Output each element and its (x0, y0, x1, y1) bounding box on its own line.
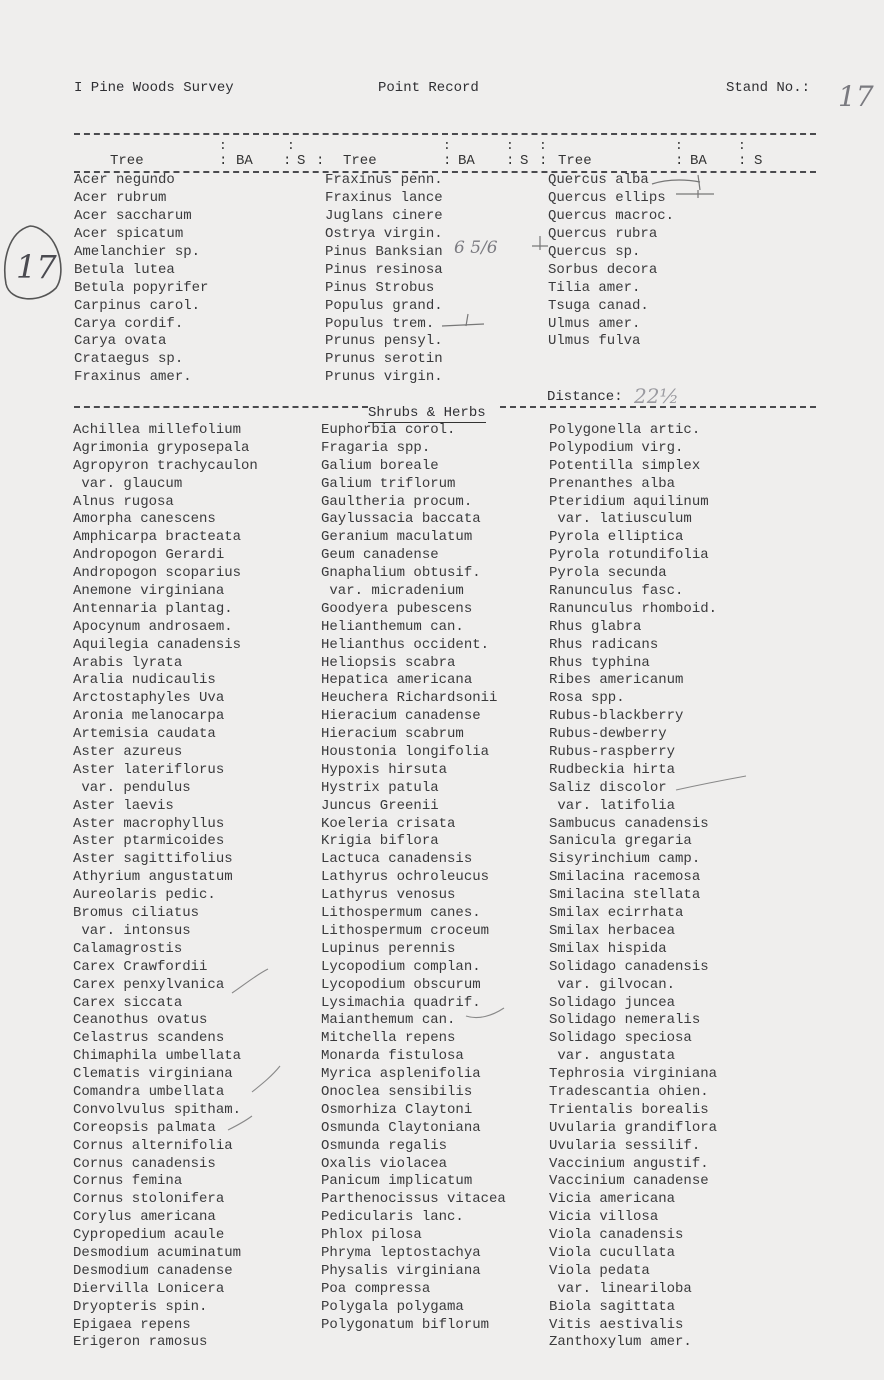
species-entry: var. latiusculum (549, 511, 692, 528)
species-entry: Aster azureus (73, 744, 183, 761)
species-entry: Acer rubrum (74, 189, 167, 206)
species-entry: Ranunculus fasc. (549, 583, 684, 600)
species-entry: Gaultheria procum. (321, 493, 473, 510)
distance-label: Distance: (547, 389, 623, 405)
species-entry: Betula popyrifer (74, 279, 209, 296)
col-header-ba-1: BA (236, 153, 253, 169)
species-entry: Onoclea sensibilis (321, 1083, 473, 1100)
species-entry: Panicum implicatum (321, 1173, 473, 1190)
colon-label: : (283, 153, 292, 169)
species-entry: Rubus-blackberry (549, 708, 684, 725)
species-entry: Lathyrus ochroleucus (321, 869, 490, 886)
species-entry: Carex siccata (73, 994, 183, 1011)
species-entry: Convolvulus spitham. (73, 1101, 242, 1118)
species-entry: Cornus stolonifera (73, 1191, 225, 1208)
col-header-ba-3: BA (690, 153, 707, 169)
species-entry: Lycopodium complan. (321, 958, 481, 975)
species-entry: Bromus ciliatus (73, 905, 200, 922)
species-entry: Uvularia grandiflora (549, 1119, 718, 1136)
tree-column-2 (325, 172, 443, 387)
species-entry: Corylus americana (73, 1209, 216, 1226)
species-entry: Clematis virginiana (73, 1066, 233, 1083)
species-entry: Oxalis violacea (321, 1155, 448, 1172)
species-entry: Goodyera pubescens (321, 600, 473, 617)
species-entry: Viola pedata (549, 1262, 650, 1279)
species-entry: Cornus alternifolia (73, 1137, 233, 1154)
species-entry: Prunus virgin. (325, 369, 443, 386)
species-entry: Ribes americanum (549, 672, 684, 689)
check-mark (674, 772, 754, 796)
species-entry: Amphicarpa bracteata (73, 529, 242, 546)
species-entry: Artemisia caudata (73, 726, 216, 743)
species-entry: Heliopsis scabra (321, 654, 456, 671)
shrub-column-3 (549, 422, 717, 1352)
species-entry: Prunus serotin (325, 351, 443, 368)
top-dashed-rule (74, 133, 816, 135)
species-entry: Sisyrinchium camp. (549, 851, 701, 868)
species-entry: Aralia nudicaulis (73, 672, 216, 689)
species-entry: Trientalis borealis (549, 1101, 709, 1118)
species-entry: Pteridium aquilinum (549, 493, 709, 510)
species-entry: Betula lutea (74, 261, 175, 278)
species-entry: Maianthemum can. (321, 1012, 456, 1029)
species-entry: Galium boreale (321, 457, 439, 474)
species-entry: Carya ovata (74, 333, 167, 350)
species-entry: Aster ptarmicoides (73, 833, 225, 850)
col-header-s-1: S (297, 153, 306, 169)
species-entry: Euphorbia corol. (321, 422, 456, 438)
species-entry: Lithospermum croceum (321, 922, 490, 939)
species-entry: Biola sagittata (549, 1298, 676, 1315)
species-entry: var. lineariloba (549, 1280, 692, 1297)
species-entry: Lathyrus venosus (321, 887, 456, 904)
species-entry: Rhus glabra (549, 618, 642, 635)
species-entry: Rhus typhina (549, 654, 650, 671)
species-entry: Pedicularis lanc. (321, 1209, 464, 1226)
species-entry: Ceanothus ovatus (73, 1012, 208, 1029)
species-entry: Polypodium virg. (549, 439, 684, 456)
distance-handwritten: 22½ (634, 384, 679, 408)
species-entry: Hepatica americana (321, 672, 473, 689)
species-entry: Phlox pilosa (321, 1227, 422, 1244)
species-entry: Crataegus sp. (74, 351, 184, 368)
species-entry: Vitis aestivalis (549, 1316, 684, 1333)
species-entry: Heuchera Richardsonii (321, 690, 498, 707)
species-entry: Cornus femina (73, 1173, 183, 1190)
species-entry: Polygala polygama (321, 1298, 464, 1315)
species-entry: Amorpha canescens (73, 511, 216, 528)
species-entry: Zanthoxylum amer. (549, 1334, 692, 1351)
species-entry: Mitchella repens (321, 1030, 456, 1047)
separator-colon: : (219, 138, 227, 153)
check-mark (464, 1002, 508, 1026)
margin-note-handwritten: 17 (16, 248, 57, 286)
species-entry: Helianthemum can. (321, 618, 464, 635)
check-mark (228, 965, 272, 1001)
species-entry: Aster sagittifolius (73, 851, 233, 868)
tally-mark (530, 234, 554, 254)
species-entry: Epigaea repens (73, 1316, 191, 1333)
species-entry: Quercus rubra (548, 225, 658, 242)
species-entry: Solidago speciosa (549, 1030, 692, 1047)
species-entry: Rudbeckia hirta (549, 761, 676, 778)
species-entry: var. glaucum (73, 475, 183, 492)
species-entry: Aster lateriflorus (73, 761, 225, 778)
species-entry: Diervilla Lonicera (73, 1280, 225, 1297)
species-entry: Sanicula gregaria (549, 833, 692, 850)
species-entry: Pyrola elliptica (549, 529, 684, 546)
species-entry: Tradescantia ohien. (549, 1083, 709, 1100)
shrubs-dashed-rule-right (500, 406, 816, 408)
species-entry: Calamagrostis (73, 940, 183, 957)
shrubs-dashed-rule-left (74, 406, 368, 408)
species-entry: Desmodium acuminatum (73, 1244, 242, 1261)
col-header-tree-1: Tree (110, 153, 144, 169)
species-entry: Smilacina racemosa (549, 869, 701, 886)
species-entry: Smilacina stellata (549, 887, 701, 904)
species-entry: Galium triflorum (321, 475, 456, 492)
colon-label: : (219, 153, 228, 169)
species-entry: Arctostaphyles Uva (73, 690, 225, 707)
species-entry: var. gilvocan. (549, 976, 676, 993)
col-header-tree-3: Tree (558, 153, 592, 169)
species-entry: Rubus-dewberry (549, 726, 667, 743)
species-entry: Saliz discolor (549, 779, 667, 796)
species-entry: Krigia biflora (321, 833, 439, 850)
species-entry: Celastrus scandens (73, 1030, 225, 1047)
species-entry: Osmunda Claytoniana (321, 1119, 481, 1136)
species-entry: Alnus rugosa (73, 493, 174, 510)
species-entry: Pinus Banksian (325, 243, 443, 260)
species-entry: var. latifolia (549, 797, 676, 814)
species-entry: Solidago canadensis (549, 958, 709, 975)
species-entry: Sorbus decora (548, 261, 658, 278)
pinus-banksiana-handwritten: 6 5/6 (454, 238, 498, 258)
separator-colon: : (675, 138, 683, 153)
stand-label: Stand No.: (726, 80, 811, 96)
species-entry: Vaccinium canadense (549, 1173, 709, 1190)
species-entry: Prenanthes alba (549, 475, 676, 492)
species-entry: Tsuga canad. (548, 297, 649, 314)
species-entry: Hystrix patula (321, 779, 439, 796)
species-entry: Potentilla simplex (549, 457, 701, 474)
species-entry: Aronia melanocarpa (73, 708, 225, 725)
shrub-column-2 (321, 422, 506, 1334)
colon-label: : (506, 153, 515, 169)
species-entry: Smilax herbacea (549, 922, 676, 939)
species-entry: Solidago juncea (549, 994, 676, 1011)
species-entry: Fraxinus amer. (74, 369, 192, 386)
species-entry: Pinus Strobus (325, 279, 435, 296)
species-entry: Dryopteris spin. (73, 1298, 208, 1315)
species-entry: Rosa spp. (549, 690, 625, 707)
species-entry: Uvularia sessilif. (549, 1137, 701, 1154)
species-entry: Pyrola secunda (549, 565, 667, 582)
species-entry: Osmorhiza Claytoni (321, 1101, 473, 1118)
species-entry: Carex penxylvanica (73, 976, 225, 993)
species-entry: Polygonatum biflorum (321, 1316, 490, 1333)
tally-marks (640, 172, 720, 212)
col-header-s-2: S (520, 153, 529, 169)
check-mark (248, 1062, 284, 1098)
species-entry: Erigeron ramosus (73, 1334, 208, 1351)
species-entry: Solidago nemeralis (549, 1012, 701, 1029)
species-entry: Vicia americana (549, 1191, 676, 1208)
species-entry: Antennaria plantag. (73, 600, 233, 617)
species-entry: Viola cucullata (549, 1244, 676, 1261)
colon-label: : (675, 153, 684, 169)
colon-label: : (738, 153, 747, 169)
species-entry: Athyrium angustatum (73, 869, 233, 886)
species-entry: Ulmus fulva (548, 333, 641, 350)
species-entry: Parthenocissus vitacea (321, 1191, 506, 1208)
separator-colon: : (738, 138, 746, 153)
species-entry: Populus trem. (325, 315, 435, 332)
separator-colon: : (506, 138, 514, 153)
species-entry: Rhus radicans (549, 636, 659, 653)
species-entry: Vicia villosa (549, 1209, 659, 1226)
species-entry: Aquilegia canadensis (73, 636, 242, 653)
species-entry: Chimaphila umbellata (73, 1048, 242, 1065)
species-entry: var. angustata (549, 1048, 676, 1065)
species-entry: Aster macrophyllus (73, 815, 225, 832)
species-entry: Pyrola rotundifolia (549, 547, 709, 564)
stand-number-handwritten: 17 (838, 80, 874, 113)
colon-label: : (316, 153, 325, 169)
survey-title: I Pine Woods Survey (74, 80, 234, 96)
species-entry: Tilia amer. (548, 279, 641, 296)
species-entry: Smilax hispida (549, 940, 667, 957)
species-entry: Acer saccharum (74, 207, 192, 224)
species-entry: Monarda fistulosa (321, 1048, 464, 1065)
species-entry: Polygonella artic. (549, 422, 701, 438)
species-entry: Phryma leptostachya (321, 1244, 481, 1261)
colon-label: : (443, 153, 452, 169)
species-entry: Physalis virginiana (321, 1262, 481, 1279)
species-entry: Poa compressa (321, 1280, 431, 1297)
separator-colon: : (443, 138, 451, 153)
species-entry: Comandra umbellata (73, 1083, 225, 1100)
record-type: Point Record (378, 80, 479, 96)
species-entry: Vaccinium angustif. (549, 1155, 709, 1172)
species-entry: Geranium maculatum (321, 529, 473, 546)
tally-mark (440, 310, 488, 332)
col-header-ba-2: BA (458, 153, 475, 169)
species-entry: Lithospermum canes. (321, 905, 481, 922)
species-entry: Agrimonia gryposepala (73, 439, 250, 456)
species-entry: Viola canadensis (549, 1227, 684, 1244)
species-entry: Juncus Greenii (321, 797, 439, 814)
species-entry: Carya cordif. (74, 315, 184, 332)
species-entry: Populus grand. (325, 297, 443, 314)
species-entry: Lupinus perennis (321, 940, 456, 957)
species-entry: Fragaria spp. (321, 439, 431, 456)
col-header-tree-2: Tree (343, 153, 377, 169)
species-entry: Hieracium canadense (321, 708, 481, 725)
species-entry: Rubus-raspberry (549, 744, 676, 761)
species-entry: Aureolaris pedic. (73, 887, 216, 904)
species-entry: Quercus alba (548, 172, 649, 188)
species-entry: Anemone virginiana (73, 583, 225, 600)
species-entry: Aster laevis (73, 797, 174, 814)
species-entry: Gaylussacia baccata (321, 511, 481, 528)
species-entry: Smilax ecirrhata (549, 905, 684, 922)
species-entry: Osmunda regalis (321, 1137, 448, 1154)
shrub-column-1 (73, 422, 258, 1352)
species-entry: Houstonia longifolia (321, 744, 490, 761)
species-entry: Quercus macroc. (548, 207, 675, 224)
species-entry: Prunus pensyl. (325, 333, 443, 350)
species-entry: Ulmus amer. (548, 315, 641, 332)
species-entry: Cornus canadensis (73, 1155, 216, 1172)
species-entry: Gnaphalium obtusif. (321, 565, 481, 582)
species-entry: Acer negundo (74, 172, 175, 188)
species-entry: Achillea millefolium (73, 422, 242, 438)
species-entry: Desmodium canadense (73, 1262, 233, 1279)
species-entry: Fraxinus penn. (325, 172, 443, 188)
species-entry: Pinus resinosa (325, 261, 443, 278)
species-entry: Lycopodium obscurum (321, 976, 481, 993)
species-entry: Ostrya virgin. (325, 225, 443, 242)
species-entry: Juglans cinere (325, 207, 443, 224)
species-entry: Fraxinus lance (325, 189, 443, 206)
separator-colon: : (539, 138, 547, 153)
species-entry: Lysimachia quadrif. (321, 994, 481, 1011)
species-entry: var. micradenium (321, 583, 464, 600)
species-entry: Amelanchier sp. (74, 243, 201, 260)
species-entry: Hieracium scabrum (321, 726, 464, 743)
species-entry: Apocynum androsaem. (73, 618, 233, 635)
species-entry: Quercus sp. (548, 243, 641, 260)
species-entry: Tephrosia virginiana (549, 1066, 718, 1083)
species-entry: Quercus ellips (548, 189, 666, 206)
species-entry: Agropyron trachycaulon (73, 457, 258, 474)
species-entry: Hypoxis hirsuta (321, 761, 448, 778)
species-entry: var. intonsus (73, 922, 191, 939)
species-entry: Andropogon Gerardi (73, 547, 225, 564)
species-entry: Sambucus canadensis (549, 815, 709, 832)
species-entry: Helianthus occident. (321, 636, 490, 653)
species-entry: Carpinus carol. (74, 297, 201, 314)
species-entry: Arabis lyrata (73, 654, 183, 671)
species-entry: Ranunculus rhomboid. (549, 600, 718, 617)
species-entry: Geum canadense (321, 547, 439, 564)
check-mark (226, 1112, 256, 1136)
species-entry: Andropogon scoparius (73, 565, 242, 582)
tree-column-1 (74, 172, 208, 387)
species-entry: Coreopsis palmata (73, 1119, 216, 1136)
separator-colon: : (287, 138, 295, 153)
species-entry: Carex Crawfordii (73, 958, 208, 975)
colon-label: : (539, 153, 548, 169)
species-entry: Myrica asplenifolia (321, 1066, 481, 1083)
species-entry: Acer spicatum (74, 225, 184, 242)
species-entry: Lactuca canadensis (321, 851, 473, 868)
species-entry: Cypropedium acaule (73, 1227, 225, 1244)
species-entry: Koeleria crisata (321, 815, 456, 832)
shrubs-herbs-title: Shrubs & Herbs (368, 405, 486, 421)
species-entry: var. pendulus (73, 779, 191, 796)
col-header-s-3: S (754, 153, 763, 169)
